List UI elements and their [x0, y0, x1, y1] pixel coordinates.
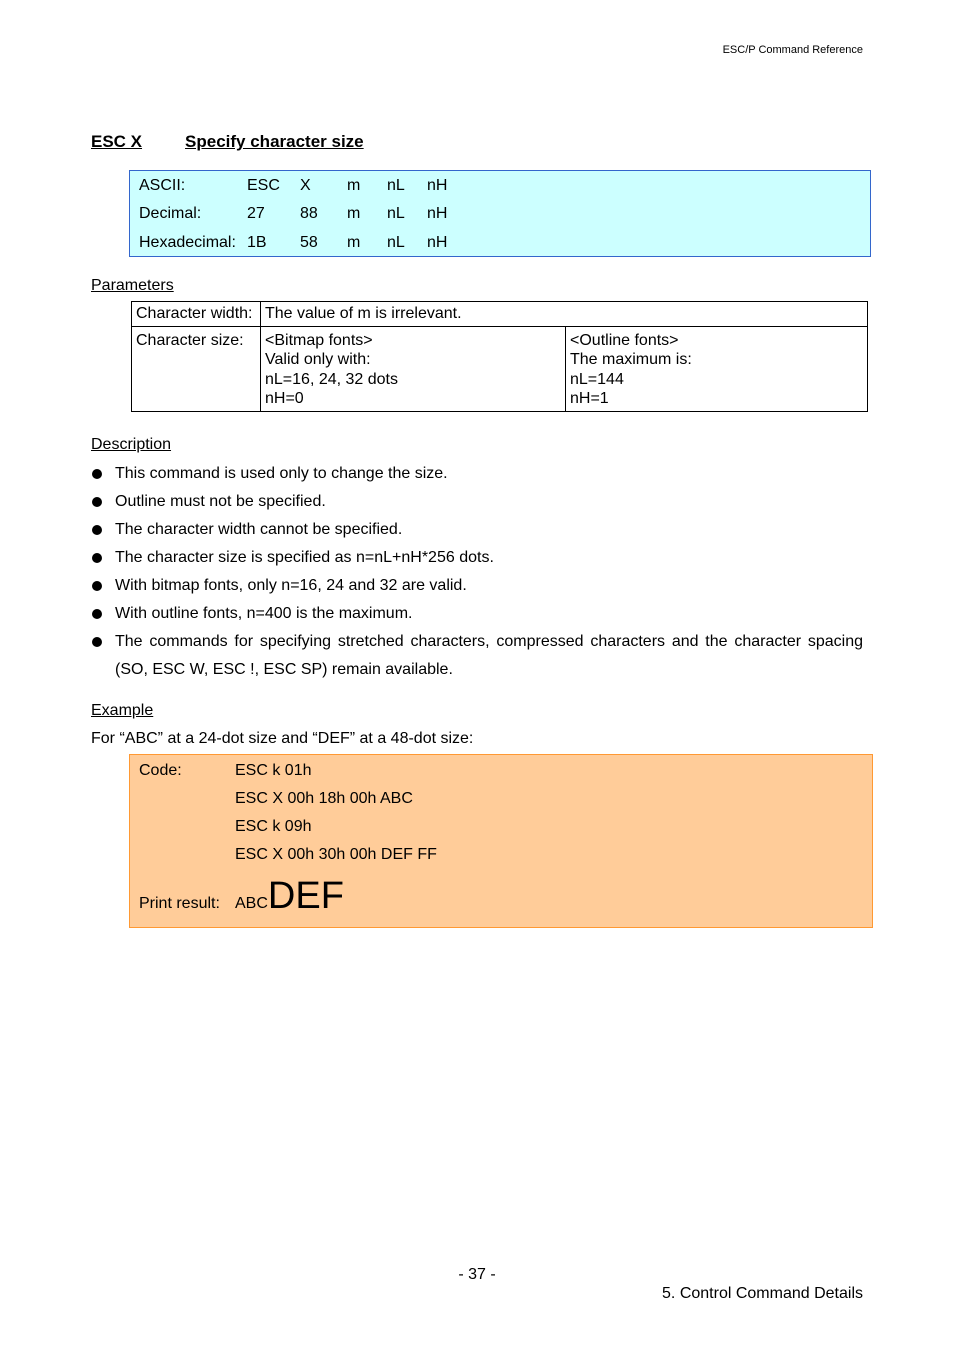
code-label: Code: [139, 762, 182, 779]
outline-line: The maximum is: [570, 351, 692, 368]
bullet-icon [92, 609, 102, 619]
code-line: ESC k 01h [235, 762, 312, 779]
description-heading: Description [91, 436, 172, 453]
code-line: ESC k 09h [235, 818, 312, 835]
outline-line: nL=144 [570, 370, 624, 388]
cell: nH [427, 177, 448, 194]
list-item: The character size is specified as n=nL+nH*256 dots. [91, 544, 863, 572]
code-line: ESC X 00h 30h 00h DEF FF [235, 846, 437, 863]
command-title [91, 132, 364, 152]
bullet-icon [92, 637, 102, 647]
cell: m [347, 234, 361, 251]
command-name: Specify character size [185, 132, 364, 151]
cell: 88 [300, 205, 318, 222]
example-heading: Example [91, 702, 154, 719]
header-reference: ESC/P Command Reference [722, 44, 863, 56]
code-line: ESC X 00h 18h 00h ABC [235, 790, 413, 807]
list-item: The character width cannot be specified. [91, 516, 863, 544]
size-label: Character size: [132, 326, 261, 411]
cell: X [300, 177, 311, 194]
row-label: Hexadecimal: [139, 234, 236, 251]
bullet-icon [92, 525, 102, 535]
outline-line: nH=1 [570, 390, 609, 407]
example-code-box [129, 754, 873, 928]
result-small-text: ABC [235, 895, 268, 912]
outline-line: <Outline fonts> [570, 331, 679, 349]
example-lead: For “ABC” at a 24-dot size and “DEF” at a 48-dot size: [91, 730, 474, 747]
width-label: Character width: [132, 302, 261, 327]
row-label: Decimal: [139, 205, 202, 222]
parameters-table [131, 301, 868, 412]
bullet-icon [92, 553, 102, 563]
cell: 1B [247, 234, 267, 251]
footer-section: 5. Control Command Details [662, 1285, 863, 1302]
result-big-text: DEF [267, 875, 344, 917]
bullet-icon [92, 469, 102, 479]
outline-fonts-cell [566, 326, 868, 411]
row-label: ASCII: [139, 177, 186, 194]
cell: nL [387, 177, 405, 194]
list-item: This command is used only to change the size. [91, 460, 863, 488]
cell: nH [427, 234, 448, 251]
list-item: Outline must not be specified. [91, 488, 863, 516]
page-number: - 37 - [458, 1266, 496, 1283]
cell: 58 [300, 234, 318, 251]
cell: nH [427, 205, 448, 222]
bullet-icon [92, 497, 102, 507]
cell: nL [387, 205, 405, 222]
list-item: The commands for specifying stretched characters, compressed characters and the character spacing (SO, ESC W, ESC !, ESC SP) remain available. [91, 628, 863, 684]
command-code: ESC X [91, 132, 143, 151]
cell: m [347, 205, 361, 222]
cell: m [347, 177, 361, 194]
description-list [91, 460, 863, 684]
bitmap-fonts-cell [261, 326, 566, 411]
list-item: With outline fonts, n=400 is the maximum. [91, 600, 863, 628]
print-result [235, 877, 344, 915]
bitmap-line: nL=16, 24, 32 dots [265, 370, 398, 388]
table-row [132, 326, 868, 411]
cell: 27 [247, 205, 265, 222]
bitmap-line: Valid only with: [265, 351, 371, 368]
table-row [132, 302, 868, 327]
cell: nL [387, 234, 405, 251]
result-label: Print result: [139, 895, 220, 912]
cell: ESC [247, 177, 280, 194]
bitmap-line: nH=0 [265, 390, 304, 407]
command-syntax-box [129, 170, 871, 257]
width-value: The value of m is irrelevant. [261, 302, 868, 327]
parameters-heading: Parameters [91, 277, 174, 294]
bitmap-line: <Bitmap fonts> [265, 331, 373, 349]
list-item: With bitmap fonts, only n=16, 24 and 32 are valid. [91, 572, 863, 600]
bullet-icon [92, 581, 102, 591]
